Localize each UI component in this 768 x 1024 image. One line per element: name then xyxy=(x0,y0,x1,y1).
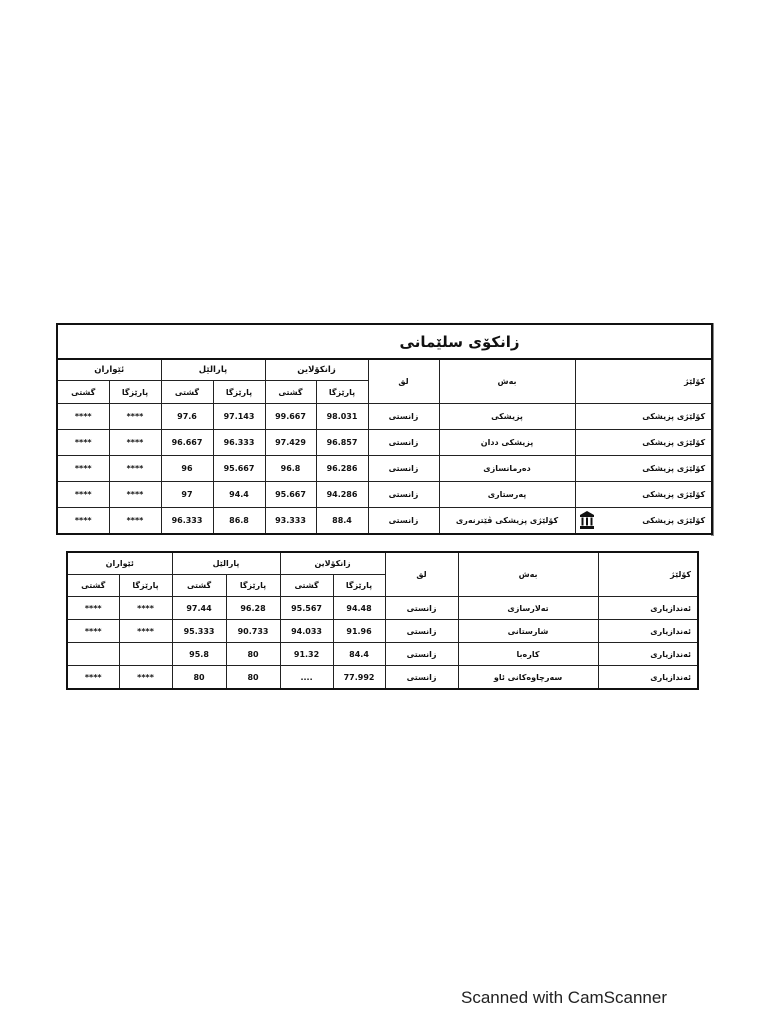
cell-department: تەلارسازی xyxy=(458,597,598,620)
header-province: پارێزگا xyxy=(333,575,385,597)
table-row xyxy=(67,666,698,690)
table-row xyxy=(67,620,698,643)
cell-parallel-province: 96.333 xyxy=(213,430,265,456)
header-evening: ئێواران xyxy=(67,552,172,575)
cell-zankoline-general: 91.32 xyxy=(280,643,333,666)
cell-department: کارەبا xyxy=(458,643,598,666)
table-title xyxy=(57,324,712,359)
cell-college: ئەندازیاری xyxy=(598,643,698,666)
cell-department: شارستانی xyxy=(458,620,598,643)
header-province: پارێزگا xyxy=(226,575,280,597)
table-title-text: زانکۆی سلێمانی xyxy=(399,332,520,351)
header-department: بەش xyxy=(458,552,598,597)
scanner-watermark: Scanned with CamScanner xyxy=(461,988,668,1007)
cell-zankoline-general: 95.567 xyxy=(280,597,333,620)
cell-college xyxy=(575,508,712,535)
cell-parallel-general: 96.667 xyxy=(161,430,213,456)
cell-parallel-general: 97.6 xyxy=(161,404,213,430)
cell-parallel-general: 95.333 xyxy=(172,620,226,643)
cell-evening-province: **** xyxy=(119,620,172,643)
table-row xyxy=(67,643,698,666)
cell-zankoline-province: 77.992 xyxy=(333,666,385,690)
cell-department: دەرمانسازی xyxy=(439,456,575,482)
cell-branch: زانستی xyxy=(385,597,458,620)
header-province: پارێزگا xyxy=(109,381,161,404)
header-province: پارێزگا xyxy=(213,381,265,404)
header-branch: لق xyxy=(385,552,458,597)
cell-parallel-general: 97.44 xyxy=(172,597,226,620)
cell-parallel-province: 86.8 xyxy=(213,508,265,535)
cell-branch: زانستی xyxy=(385,643,458,666)
cell-college: کۆلێژی پزیشکی xyxy=(575,430,712,456)
cell-zankoline-province: 84.4 xyxy=(333,643,385,666)
cell-evening-general: **** xyxy=(67,597,119,620)
cell-evening-general: **** xyxy=(67,620,119,643)
cell-branch: زانستی xyxy=(368,508,439,535)
cell-parallel-general: 80 xyxy=(172,666,226,690)
cell-branch: زانستی xyxy=(368,430,439,456)
cell-evening-general: **** xyxy=(57,482,109,508)
cell-evening-general: **** xyxy=(57,456,109,482)
cell-parallel-general: 96.333 xyxy=(161,508,213,535)
cell-branch: زانستی xyxy=(385,620,458,643)
header-general: گشتی xyxy=(265,381,316,404)
header-college: کۆلێژ xyxy=(575,359,712,404)
cell-evening-province: **** xyxy=(119,597,172,620)
cell-department: پزیشکی ددان xyxy=(439,430,575,456)
cell-college: ئەندازیاری xyxy=(598,620,698,643)
cell-zankoline-province: 96.857 xyxy=(316,430,368,456)
header-department: بەش xyxy=(439,359,575,404)
cell-parallel-general: 95.8 xyxy=(172,643,226,666)
header-college: کۆلێژ xyxy=(598,552,698,597)
engineering-table xyxy=(66,551,699,690)
header-parallel: پارالێل xyxy=(161,359,265,381)
header-general: گشتی xyxy=(280,575,333,597)
cell-parallel-general: 97 xyxy=(161,482,213,508)
cell-evening-province: **** xyxy=(109,482,161,508)
university-table xyxy=(56,323,713,535)
cell-evening-general: **** xyxy=(57,508,109,535)
cell-evening-general: **** xyxy=(57,430,109,456)
cell-department: سەرچاوەکانی ئاو xyxy=(458,666,598,690)
cell-zankoline-general: .... xyxy=(280,666,333,690)
header-general: گشتی xyxy=(161,381,213,404)
cell-evening-general xyxy=(67,643,119,666)
table-row xyxy=(57,482,712,508)
cell-zankoline-general: 97.429 xyxy=(265,430,316,456)
cell-parallel-province: 95.667 xyxy=(213,456,265,482)
cell-zankoline-general: 96.8 xyxy=(265,456,316,482)
cell-zankoline-province: 88.4 xyxy=(316,508,368,535)
cell-parallel-province: 96.28 xyxy=(226,597,280,620)
cell-zankoline-general: 95.667 xyxy=(265,482,316,508)
cell-zankoline-province: 91.96 xyxy=(333,620,385,643)
cell-evening-province: **** xyxy=(109,430,161,456)
cell-evening-general: **** xyxy=(67,666,119,690)
cell-parallel-province: 97.143 xyxy=(213,404,265,430)
header-general: گشتی xyxy=(57,381,109,404)
cell-branch: زانستی xyxy=(368,456,439,482)
cell-branch: زانستی xyxy=(385,666,458,690)
cell-zankoline-general: 99.667 xyxy=(265,404,316,430)
header-province: پارێزگا xyxy=(119,575,172,597)
cell-evening-province: **** xyxy=(109,404,161,430)
cell-college-text: کۆلێژی پزیشکی xyxy=(642,516,706,525)
header-general: گشتی xyxy=(67,575,119,597)
cell-branch: زانستی xyxy=(368,404,439,430)
cell-evening-province: **** xyxy=(119,666,172,690)
cell-parallel-province: 80 xyxy=(226,666,280,690)
cell-department: پزیشکی xyxy=(439,404,575,430)
cell-department: کۆلێژی پزیشکی ڤێترنەری xyxy=(439,508,575,535)
table-row xyxy=(57,430,712,456)
cell-college: ئەندازیاری xyxy=(598,597,698,620)
cell-zankoline-general: 94.033 xyxy=(280,620,333,643)
cell-zankoline-province: 94.286 xyxy=(316,482,368,508)
cell-college: کۆلێژی پزیشکی xyxy=(575,482,712,508)
header-branch: لق xyxy=(368,359,439,404)
cell-parallel-general: 96 xyxy=(161,456,213,482)
header-province: پارێزگا xyxy=(316,381,368,404)
table-row xyxy=(57,508,712,535)
header-evening: ئێواران xyxy=(57,359,161,381)
header-zankoline: زانکۆلاین xyxy=(265,359,368,381)
table-row xyxy=(67,597,698,620)
cell-parallel-province: 80 xyxy=(226,643,280,666)
cell-college: کۆلێژی پزیشکی xyxy=(575,456,712,482)
cell-college: کۆلێژی پزیشکی xyxy=(575,404,712,430)
cell-zankoline-province: 96.286 xyxy=(316,456,368,482)
cell-zankoline-general: 93.333 xyxy=(265,508,316,535)
table-row xyxy=(57,456,712,482)
university-pillar-icon xyxy=(580,511,594,529)
header-general: گشتی xyxy=(172,575,226,597)
cell-zankoline-province: 98.031 xyxy=(316,404,368,430)
cell-department: پەرستاری xyxy=(439,482,575,508)
cell-evening-general: **** xyxy=(57,404,109,430)
cell-zankoline-province: 94.48 xyxy=(333,597,385,620)
cell-evening-province xyxy=(119,643,172,666)
cell-parallel-province: 90.733 xyxy=(226,620,280,643)
cell-evening-province: **** xyxy=(109,508,161,535)
cell-evening-province: **** xyxy=(109,456,161,482)
table-row xyxy=(57,404,712,430)
header-zankoline: زانکۆلاین xyxy=(280,552,385,575)
header-parallel: پارالێل xyxy=(172,552,280,575)
cell-college: ئەندازیاری xyxy=(598,666,698,690)
cell-branch: زانستی xyxy=(368,482,439,508)
cell-parallel-province: 94.4 xyxy=(213,482,265,508)
